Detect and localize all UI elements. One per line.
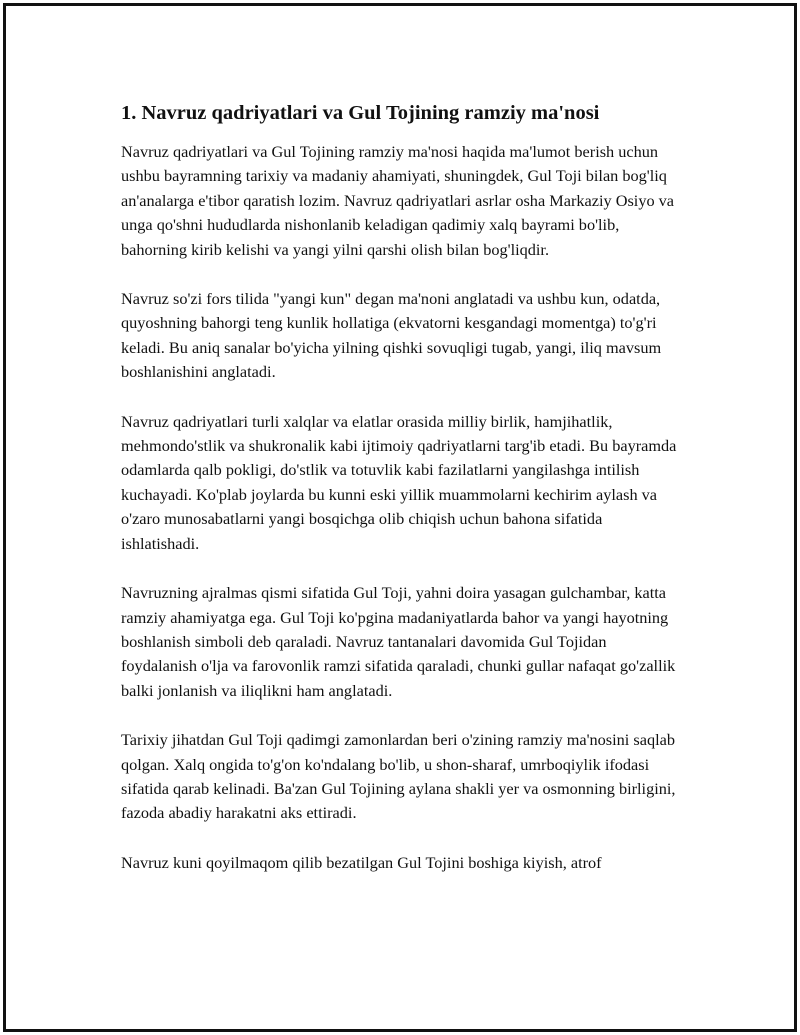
paragraph-3: Navruz qadriyatlari turli xalqlar va elatlar orasida milliy birlik, hamjihatlik, mehmondo'stlik va shukronalik kabi ijtimoiy qadriyatlarni targ'ib etadi. Bu bayramda odamlarda qalb pokligi, do'stlik va totuvlik kabi fazilatlarni yangilashga intilish kuchayadi. Ko'plab joylarda bu kunni eski yillik muammolarni kechirim aylash va o'zaro munosabatlarni yangi bosqichga olib chiqish uchun bahona sifatida ishlatishadi. [121, 411, 677, 553]
paragraph-2: Navruz so'zi fors tilida "yangi kun" degan ma'noni anglatadi va ushbu kun, odatda, quyoshning bahorgi teng kunlik hollatiga (ekvatorni kesgandagi momentga) to'g'ri keladi. Bu aniq sanalar bo'yicha yilning qishki sovuqligi tugab, yangi, iliq mavsum boshlanishini anglatadi. [121, 289, 662, 382]
paragraph-5: Tarixiy jihatdan Gul Toji qadimgi zamonlardan beri o'zining ramziy ma'nosini saqlab qolgan. Xalq ongida to'g'on ko'ndalang bo'lib, u shon-sharaf, umrboqiylik ifodasi sifatida qarab kelinadi. Ba'zan Gul Tojining aylana shakli yer va osmonning birligini, fazoda abadiy harakatni aks ettiradi. [121, 730, 676, 823]
section-title: 1. Navruz qadriyatlari va Gul Tojining ramziy ma'nosi [121, 102, 600, 124]
paragraph-4: Navruzning ajralmas qismi sifatida Gul Toji, yahni doira yasagan gulchambar, katta ramziy ahamiyatga ega. Gul Toji ko'pgina madaniyatlarda bahor va yangi hayotning boshlanish simboli deb qaraladi. Navruz tantanalari davomida Gul Tojidan foydalanish o'lja va farovonlik ramzi sifatida qaraladi, chunki gullar nafaqat go'zallik balki jonlanish va iliqlikni ham anglatadi. [121, 583, 676, 700]
document-page [3, 3, 797, 1032]
document-content [121, 99, 681, 900]
paragraph-1: Navruz qadriyatlari va Gul Tojining ramziy ma'nosi haqida ma'lumot berish uchun ushbu bayramning tarixiy va madaniy ahamiyati, shuningdek, Gul Toji bilan bog'liq an'analarga e'tibor qaratish lozim. Navruz qadriyatlari asrlar osha Markaziy Osiyo va unga qo'shni hududlarda nishonlanib keladigan qadimiy xalq bayrami bo'lib, bahorning kirib kelishi va yangi yilni qarshi olish bilan bog'liqdir. [121, 142, 675, 259]
paragraph-6: Navruz kuni qoyilmaqom qilib bezatilgan Gul Tojini boshiga kiyish, atrof [121, 852, 602, 872]
